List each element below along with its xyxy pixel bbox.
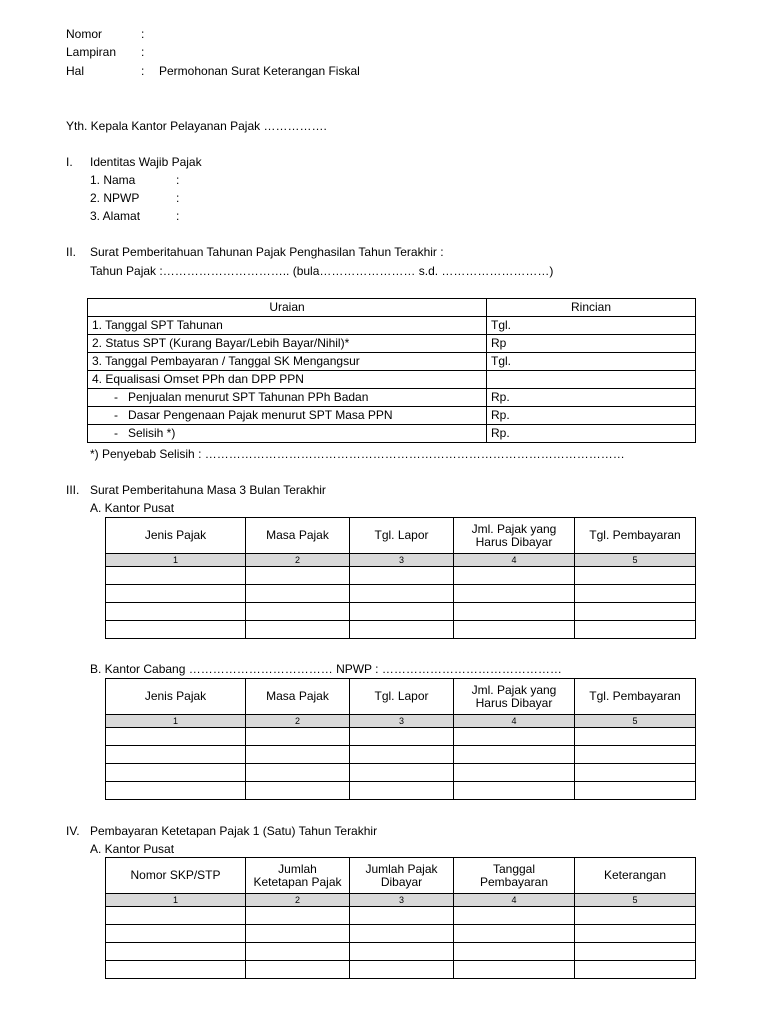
- lampiran-colon: :: [141, 45, 145, 59]
- dash-bullet: -: [114, 408, 118, 422]
- empty-cell: [454, 907, 575, 925]
- field-alamat-colon: :: [176, 209, 180, 223]
- header-tgl-lapor: Tgl. Lapor: [350, 518, 454, 554]
- column-number: 4: [454, 715, 575, 728]
- column-number: 1: [106, 554, 246, 567]
- empty-cell: [106, 746, 246, 764]
- empty-cell: [106, 764, 246, 782]
- empty-cell: [575, 567, 696, 585]
- section4-number: IV.: [66, 824, 80, 838]
- table-row: [88, 317, 696, 335]
- empty-cell: [454, 567, 575, 585]
- empty-cell: [350, 567, 454, 585]
- section2-title: Surat Pemberitahuan Tahunan Pajak Penghasilan Tahun Terakhir :: [90, 245, 444, 259]
- empty-cell: [350, 746, 454, 764]
- dash-bullet: -: [114, 426, 118, 440]
- empty-cell: [350, 907, 454, 925]
- empty-cell: [575, 728, 696, 746]
- empty-cell: [575, 764, 696, 782]
- empty-cell: [454, 603, 575, 621]
- empty-cell: [454, 943, 575, 961]
- penyebab-selisih-footnote: *) Penyebab Selisih : ……………………………………………………………………………………………: [90, 447, 625, 461]
- empty-cell: [454, 728, 575, 746]
- empty-cell: [575, 782, 696, 800]
- empty-cell: [454, 925, 575, 943]
- empty-cell: [106, 728, 246, 746]
- ketetapan-pajak-table: [105, 857, 696, 979]
- field-npwp-colon: :: [176, 191, 180, 205]
- field-nama-label: 1. Nama: [90, 173, 136, 187]
- rincian-cell: Rp: [487, 335, 696, 353]
- empty-cell: [575, 603, 696, 621]
- uraian-cell: 1. Tanggal SPT Tahunan: [88, 317, 487, 335]
- empty-cell: [246, 782, 350, 800]
- empty-cell: [106, 603, 246, 621]
- column-number: 5: [575, 715, 696, 728]
- empty-cell: [575, 943, 696, 961]
- uraian-sub-text: Selisih *): [128, 426, 176, 440]
- lampiran-label: Lampiran: [66, 45, 117, 59]
- rincian-cell: Rp.: [487, 389, 696, 407]
- table-row: [88, 389, 696, 407]
- table-row: [106, 907, 696, 925]
- empty-cell: [246, 567, 350, 585]
- empty-cell: [246, 907, 350, 925]
- table-row: [106, 782, 696, 800]
- header-masa-pajak: Masa Pajak: [246, 518, 350, 554]
- empty-cell: [454, 782, 575, 800]
- column-number: 4: [454, 894, 575, 907]
- nomor-label: Nomor: [66, 27, 103, 41]
- column-number: 5: [575, 554, 696, 567]
- nomor-colon: :: [141, 27, 145, 41]
- empty-cell: [350, 764, 454, 782]
- table-row: [106, 925, 696, 943]
- empty-cell: [246, 621, 350, 639]
- section4-title: Pembayaran Ketetapan Pajak 1 (Satu) Tahun Terakhir: [90, 824, 378, 838]
- table-row: [88, 335, 696, 353]
- column-number: 3: [350, 554, 454, 567]
- hal-label: Hal: [66, 64, 85, 78]
- column-number: 3: [350, 894, 454, 907]
- empty-cell: [454, 764, 575, 782]
- header-jml-pajak: Jml. Pajak yang Harus Dibayar: [454, 679, 575, 715]
- column-number-row: [106, 715, 696, 728]
- header-tgl-pembayaran: Tgl. Pembayaran: [575, 679, 696, 715]
- spt-tahunan-table: [87, 298, 696, 443]
- header-rincian: Rincian: [487, 299, 696, 317]
- header-tgl-lapor: Tgl. Lapor: [350, 679, 454, 715]
- empty-cell: [575, 907, 696, 925]
- uraian-subcell: [88, 407, 487, 425]
- table-row: [88, 371, 696, 389]
- empty-cell: [454, 961, 575, 979]
- field-npwp-label: 2. NPWP: [90, 191, 140, 205]
- header-jenis-pajak: Jenis Pajak: [106, 518, 246, 554]
- empty-cell: [106, 925, 246, 943]
- empty-cell: [350, 728, 454, 746]
- hal-colon: :: [141, 64, 145, 78]
- empty-cell: [246, 603, 350, 621]
- header-jenis-pajak: Jenis Pajak: [106, 679, 246, 715]
- rincian-cell: Tgl.: [487, 353, 696, 371]
- header-masa-pajak: Masa Pajak: [246, 679, 350, 715]
- section2-number: II.: [66, 245, 77, 259]
- empty-cell: [350, 782, 454, 800]
- empty-cell: [454, 585, 575, 603]
- empty-cell: [246, 746, 350, 764]
- empty-cell: [106, 907, 246, 925]
- column-number: 5: [575, 894, 696, 907]
- empty-cell: [350, 943, 454, 961]
- table-row: [106, 764, 696, 782]
- empty-cell: [350, 961, 454, 979]
- empty-cell: [106, 782, 246, 800]
- empty-cell: [106, 567, 246, 585]
- column-number: 2: [246, 715, 350, 728]
- column-number: 2: [246, 894, 350, 907]
- rincian-cell: Rp.: [487, 407, 696, 425]
- column-number: 1: [106, 715, 246, 728]
- table-row: [106, 585, 696, 603]
- table-row: [88, 425, 696, 443]
- empty-cell: [106, 621, 246, 639]
- uraian-subcell: [88, 425, 487, 443]
- empty-cell: [246, 925, 350, 943]
- empty-cell: [350, 621, 454, 639]
- column-number-row: [106, 894, 696, 907]
- recipient-line: Yth. Kepala Kantor Pelayanan Pajak …………….: [66, 119, 327, 133]
- header-uraian: Uraian: [88, 299, 487, 317]
- empty-cell: [246, 961, 350, 979]
- header-tanggal-pembayaran: Tanggal Pembayaran: [454, 858, 575, 894]
- field-alamat-label: 3. Alamat: [90, 209, 141, 223]
- uraian-cell: 4. Equalisasi Omset PPh dan DPP PPN: [88, 371, 487, 389]
- header-keterangan: Keterangan: [575, 858, 696, 894]
- rincian-cell: Tgl.: [487, 317, 696, 335]
- empty-cell: [246, 764, 350, 782]
- rincian-cell: Rp.: [487, 425, 696, 443]
- column-number: 3: [350, 715, 454, 728]
- empty-cell: [575, 746, 696, 764]
- hal-value: Permohonan Surat Keterangan Fiskal: [159, 64, 360, 78]
- column-number: 4: [454, 554, 575, 567]
- empty-cell: [350, 925, 454, 943]
- uraian-cell: 2. Status SPT (Kurang Bayar/Lebih Bayar/Nihil)*: [88, 335, 487, 353]
- empty-cell: [454, 621, 575, 639]
- kantor-cabang-label: B. Kantor Cabang ……………………………… NPWP : ………………………………………: [90, 662, 562, 676]
- table-row: [106, 621, 696, 639]
- uraian-subcell: [88, 389, 487, 407]
- header-tgl-pembayaran: Tgl. Pembayaran: [575, 518, 696, 554]
- uraian-sub-text: Dasar Pengenaan Pajak menurut SPT Masa PPN: [128, 408, 393, 422]
- table-row: [88, 407, 696, 425]
- empty-cell: [454, 746, 575, 764]
- empty-cell: [350, 603, 454, 621]
- empty-cell: [246, 943, 350, 961]
- empty-cell: [575, 961, 696, 979]
- table-row: [106, 961, 696, 979]
- uraian-sub-text: Penjualan menurut SPT Tahunan PPh Badan: [128, 390, 369, 404]
- empty-cell: [106, 585, 246, 603]
- uraian-cell: 3. Tanggal Pembayaran / Tanggal SK Mengangsur: [88, 353, 487, 371]
- table-row: [88, 353, 696, 371]
- empty-cell: [106, 943, 246, 961]
- tahun-pajak-line: Tahun Pajak :………………………….. (bula…………………… s.d. ………………………): [90, 264, 554, 278]
- header-jumlah-ketetapan: Jumlah Ketetapan Pajak: [246, 858, 350, 894]
- kantor-pusat-label: A. Kantor Pusat: [90, 842, 175, 856]
- column-number-row: [106, 554, 696, 567]
- table-row: [106, 746, 696, 764]
- kantor-pusat-label: A. Kantor Pusat: [90, 501, 175, 515]
- rincian-cell: [487, 371, 696, 389]
- spt-masa-pusat-table: [105, 517, 696, 639]
- section1-number: I.: [66, 155, 73, 169]
- section1-title: Identitas Wajib Pajak: [90, 155, 202, 169]
- table-row: [106, 728, 696, 746]
- empty-cell: [575, 621, 696, 639]
- header-jml-pajak: Jml. Pajak yang Harus Dibayar: [454, 518, 575, 554]
- empty-cell: [575, 925, 696, 943]
- table-row: [106, 603, 696, 621]
- empty-cell: [350, 585, 454, 603]
- section3-title: Surat Pemberitahuna Masa 3 Bulan Terakhir: [90, 483, 326, 497]
- dash-bullet: -: [114, 390, 118, 404]
- empty-cell: [106, 961, 246, 979]
- table-row: [106, 943, 696, 961]
- empty-cell: [246, 728, 350, 746]
- table-row: [106, 567, 696, 585]
- section3-number: III.: [66, 483, 80, 497]
- empty-cell: [246, 585, 350, 603]
- header-nomor-skp: Nomor SKP/STP: [106, 858, 246, 894]
- column-number: 1: [106, 894, 246, 907]
- column-number: 2: [246, 554, 350, 567]
- spt-masa-cabang-table: [105, 678, 696, 800]
- field-nama-colon: :: [176, 173, 180, 187]
- header-jumlah-dibayar: Jumlah Pajak Dibayar: [350, 858, 454, 894]
- empty-cell: [575, 585, 696, 603]
